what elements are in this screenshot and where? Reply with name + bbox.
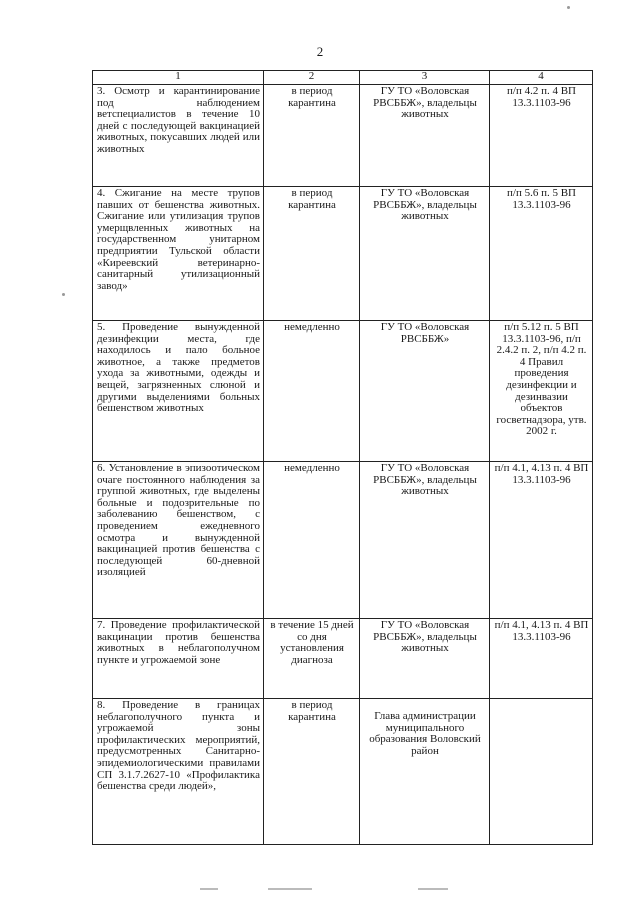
column-header: 1 bbox=[93, 71, 264, 85]
measures-table bbox=[92, 70, 593, 845]
measure-cell: 3. Осмотр и карантинирование под наблюдением ветспециалистов в течение 10 дней с последующей вакцинацией животных, покусавших людей или животных bbox=[93, 85, 264, 187]
executor-cell: ГУ ТО «Воловская РВСББЖ», владельцы животных bbox=[360, 187, 490, 321]
column-header: 3 bbox=[360, 71, 490, 85]
executor-cell: ГУ ТО «Воловская РВСББЖ», владельцы животных bbox=[360, 85, 490, 187]
table-header-row bbox=[93, 71, 593, 85]
reference-cell: п/п 4.2 п. 4 ВП 13.3.1103-96 bbox=[490, 85, 593, 187]
term-cell: немедленно bbox=[264, 321, 360, 462]
executor-cell: ГУ ТО «Воловская РВСББЖ» bbox=[360, 321, 490, 462]
column-header: 2 bbox=[264, 71, 360, 85]
term-cell: немедленно bbox=[264, 462, 360, 619]
measure-cell: 4. Сжигание на месте трупов павших от бешенства животных. Сжигание или утилизация трупов умерщвленных животных на государственном унитарном предприятии Тульской области «Киреевский ветеринарно-санитарный утилизационный завод» bbox=[93, 187, 264, 321]
page-number: 2 bbox=[316, 44, 324, 59]
reference-cell: п/п 4.1, 4.13 п. 4 ВП 13.3.1103-96 bbox=[490, 619, 593, 699]
measure-cell: 5. Проведение вынужденной дезинфекции места, где находилось и пало больное животное, а также предметов ухода за животными, одежды и вещей, загрязненных слюной и другими выделениями больных бешенством животных bbox=[93, 321, 264, 462]
executor-cell: ГУ ТО «Воловская РВСББЖ», владельцы животных bbox=[360, 619, 490, 699]
table-row bbox=[93, 699, 593, 845]
table-row bbox=[93, 462, 593, 619]
scan-footer-marks bbox=[0, 888, 640, 898]
term-cell: в течение 15 дней со дня установления диагноза bbox=[264, 619, 360, 699]
executor-cell: ГУ ТО «Воловская РВСББЖ», владельцы животных bbox=[360, 462, 490, 619]
table-row bbox=[93, 321, 593, 462]
reference-cell: п/п 4.1, 4.13 п. 4 ВП 13.3.1103-96 bbox=[490, 462, 593, 619]
term-cell: в период карантина bbox=[264, 699, 360, 845]
table-row bbox=[93, 619, 593, 699]
reference-cell: п/п 5.6 п. 5 ВП 13.3.1103-96 bbox=[490, 187, 593, 321]
column-header: 4 bbox=[490, 71, 593, 85]
reference-cell bbox=[490, 699, 593, 845]
scan-speck bbox=[62, 293, 65, 296]
table-row bbox=[93, 85, 593, 187]
measure-cell: 7. Проведение профилактической вакцинации против бешенства животных в неблагополучном пункте и угрожаемой зоне bbox=[93, 619, 264, 699]
reference-cell: п/п 5.12 п. 5 ВП 13.3.1103-96, п/п 2.4.2 п. 2, п/п 4.2 п. 4 Правил проведения дезинфекции и дезинвазии объектов госветнадзора, утв. 2002 г. bbox=[490, 321, 593, 462]
term-cell: в период карантина bbox=[264, 85, 360, 187]
measure-cell: 6. Установление в эпизоотическом очаге постоянного наблюдения за группой животных, где выделены больные и подозрительные по заболеванию бешенством, с проведением ежедневного осмотра и вынужденной вакцинацией против бешенства с последующей 60-дневной изоляцией bbox=[93, 462, 264, 619]
executor-cell: Глава администрации муниципального образования Воловский район bbox=[360, 699, 490, 845]
table-row bbox=[93, 187, 593, 321]
term-cell: в период карантина bbox=[264, 187, 360, 321]
measure-cell: 8. Проведение в границах неблагополучного пункта и угрожаемой зоны профилактических мероприятий, предусмотренных Санитарно-эпидемиологическими правилами СП 3.1.7.2627-10 «Профилактика бешенства среди людей», bbox=[93, 699, 264, 845]
scan-speck bbox=[567, 6, 570, 9]
